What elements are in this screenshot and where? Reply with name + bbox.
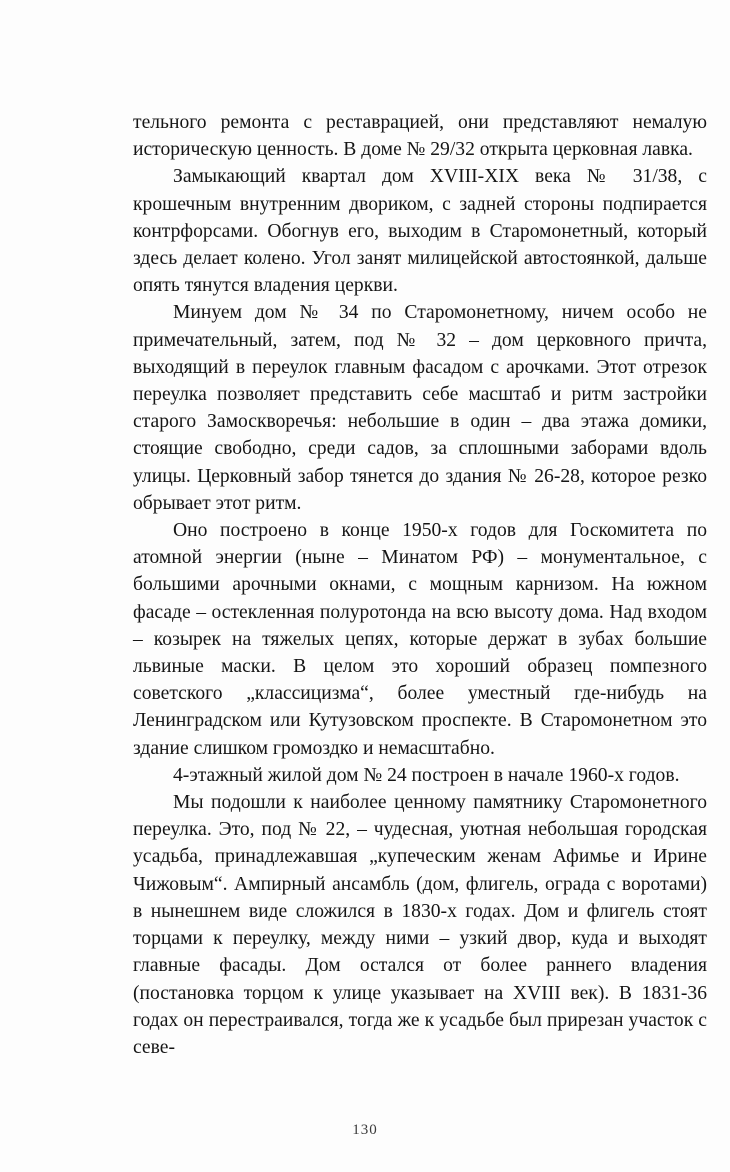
paragraph-quarter-closing-house: Замыкающий квартал дом XVIII-XIX века № 31/38, с крошечным внутренним двориком, с задней стороны подпирается контрфорсами. Обогнув его, выходим в Старомонетный, который здесь делает колено. Угол занят милицейской автостоянкой, дальше опять тянутся владения церкви. <box>133 166 707 297</box>
paragraph-continuation: тельного ремонта с реставрацией, они представляют немалую историческую ценность. В доме № 29/32 открыта церковная лавка. <box>133 112 707 161</box>
paragraph-house-24: 4-этажный жилой дом № 24 построен в начале 1960-х годов. <box>173 764 680 786</box>
paragraph-house-34: Минуем дом № 34 по Старомонетному, ничем особо не примечательный, затем, под № 32 – дом церковного причта, выходящий в переулок главным фасадом с арочками. Этот отрезок переулка позволяет представить себе масштаб и ритм застройки старого Замоскворечья: небольшие в один – два этажа домики, стоящие свободно, среди садов, за сплошными заборами вдоль улицы. Церковный забор тянется до здания № 26-28, которое резко обрывает этот ритм. <box>133 302 707 514</box>
paragraph-house-22: Мы подошли к наиболее ценному памятнику Старомонетного переулка. Это, под № 22, – чудесная, уютная небольшая городская усадьба, принадлежавшая „купеческим женам Афимье и Ирине Чижовым“. Ампирный ансамбль (дом, флигель, ограда с воротами) в нынешнем виде сложился в 1830-х годах. Дом и флигель стоят торцами к переулку, между ними – узкий двор, куда и выходят главные фасады. Дом остался от более раннего владения (постановка торцом к улице указывает на XVIII век). В 1831-36 годах он перестраивался, тогда же к усадьбе был прирезан участок с севе- <box>133 792 707 1058</box>
body-text <box>133 109 707 1061</box>
paragraph-atomic-building: Оно построено в конце 1950-х годов для Госкомитета по атомной энергии (ныне – Минатом РФ) – монументальное, с большими арочными окнами, с мощным карнизом. На южном фасаде – остекленная полуротонда на всю высоту дома. Над входом – козырек на тяжелых цепях, которые держат в зубах большие львиные маски. В целом это хороший образец помпезного советского „классицизма“, более уместный где-нибудь на Ленинградском или Кутузовском проспекте. В Старомонетном это здание слишком громоздко и немасштабно. <box>133 520 707 759</box>
page-number: 130 <box>352 1122 378 1138</box>
